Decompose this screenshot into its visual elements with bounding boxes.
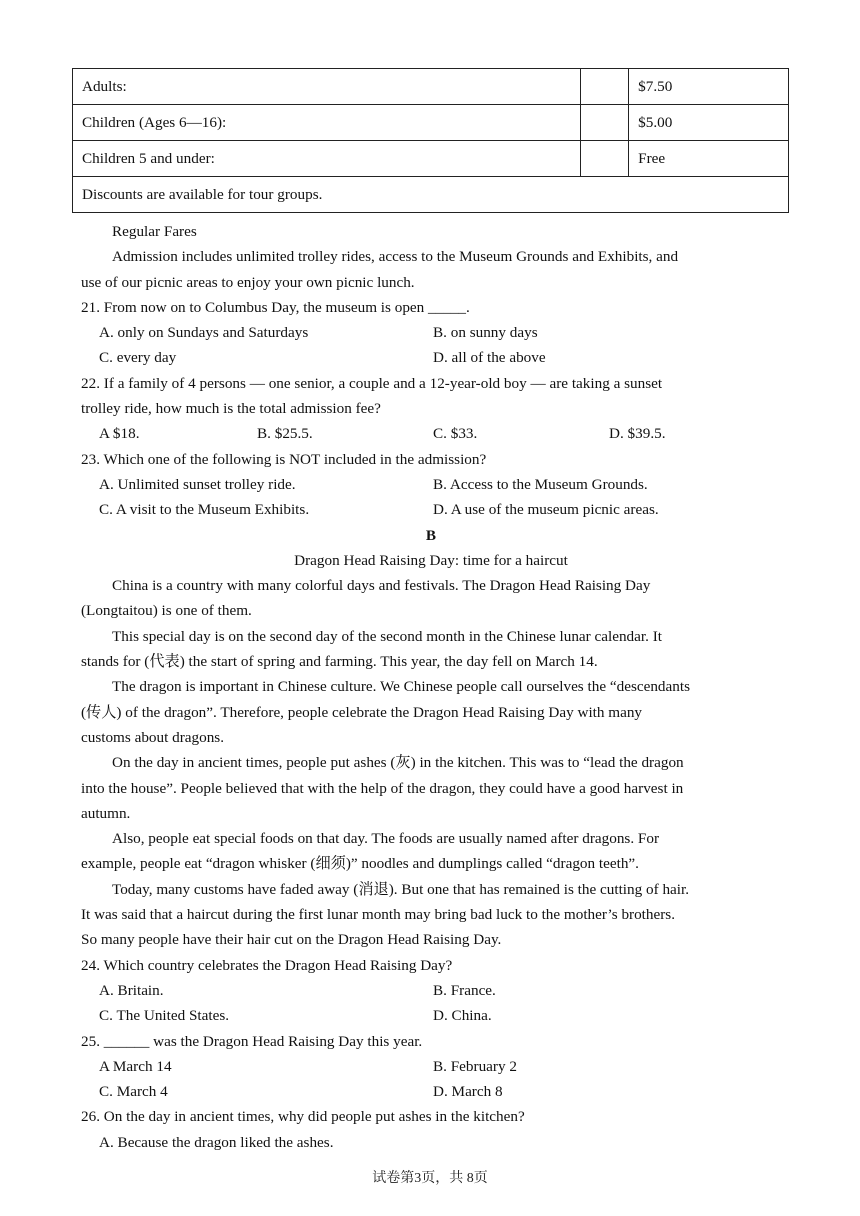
option-d: D. China. — [433, 1007, 492, 1025]
paragraph-line: use of our picnic areas to enjoy your own picnic lunch. — [81, 273, 415, 291]
passage-line: (传人) of the dragon”. Therefore, people celebrate the Dragon Head Raising Day with many — [81, 703, 643, 721]
question-stem: 26. On the day in ancient times, why did people put ashes in the kitchen? — [81, 1108, 525, 1126]
fare-mid — [581, 69, 629, 105]
passage-line: Today, many customs have faded away (消退). But one that has remained is the cutting of hair. — [112, 880, 690, 898]
passage-line: into the house”. People believed that with the help of the dragon, they could have a good harvest in — [81, 779, 684, 797]
exam-content — [81, 219, 781, 1155]
question-stem: 22. If a family of 4 persons — one senior, a couple and a 12-year-old boy — are taking a sunset — [81, 374, 663, 392]
question-stem: trolley ride, how much is the total admission fee? — [81, 400, 381, 418]
section-letter: B — [425, 526, 437, 544]
option-a: A March 14 — [99, 1057, 172, 1075]
option-a: A. Britain. — [99, 981, 164, 999]
option-b: B. $25.5. — [257, 425, 313, 443]
passage-line: This special day is on the second day of the second month in the Chinese lunar calendar. It — [112, 627, 662, 645]
question-options — [81, 978, 781, 1003]
passage-line: (Longtaitou) is one of them. — [81, 602, 252, 620]
passage-line: example, people eat “dragon whisker (细须)” noodles and dumplings called “dragon teeth”. — [81, 855, 639, 873]
question-options — [81, 497, 781, 522]
option-b: B. Access to the Museum Grounds. — [433, 475, 648, 493]
question-options — [81, 1003, 781, 1028]
question-options — [81, 320, 781, 345]
passage-line: China is a country with many colorful days and festivals. The Dragon Head Raising Day — [112, 577, 651, 595]
option-a: A. only on Sundays and Saturdays — [99, 324, 309, 342]
option-d: D. A use of the museum picnic areas. — [433, 501, 659, 519]
passage-line: customs about dragons. — [81, 728, 224, 746]
passage-line: autumn. — [81, 804, 131, 822]
option-d: D. $39.5. — [609, 425, 666, 443]
table-row — [73, 177, 789, 213]
question-options — [81, 1130, 781, 1155]
fare-price: $5.00 — [629, 105, 789, 141]
passage-title: Dragon Head Raising Day: time for a haircut — [294, 551, 568, 569]
option-d: D. March 8 — [433, 1083, 503, 1101]
question-stem: 25. ______ was the Dragon Head Raising Day this year. — [81, 1032, 423, 1050]
option-b: B. France. — [433, 981, 496, 999]
fare-label: Children (Ages 6—16): — [73, 105, 581, 141]
fare-price: $7.50 — [629, 69, 789, 105]
passage-line: It was said that a haircut during the first lunar month may bring bad luck to the mother’s brothers. — [81, 906, 676, 924]
passage-body — [81, 573, 781, 952]
option-c: C. every day — [99, 349, 177, 367]
passage-line: On the day in ancient times, people put ashes (灰) in the kitchen. This was to “lead the dragon — [112, 754, 684, 772]
passage-line: Also, people eat special foods on that day. The foods are usually named after dragons. For — [112, 830, 660, 848]
question-options — [81, 421, 781, 446]
option-a: A. Unlimited sunset trolley ride. — [99, 475, 296, 493]
fare-label: Adults: — [73, 69, 581, 105]
fare-price: Free — [629, 141, 789, 177]
passage-line: The dragon is important in Chinese culture. We Chinese people call ourselves the “descendants — [112, 678, 690, 696]
question-options — [81, 1079, 781, 1104]
fare-note: Discounts are available for tour groups. — [73, 177, 789, 213]
option-c: C. The United States. — [99, 1007, 230, 1025]
table-row — [73, 105, 789, 141]
fare-mid — [581, 141, 629, 177]
question-options — [81, 345, 781, 370]
fares-caption: Regular Fares — [112, 223, 197, 240]
passage-line: So many people have their hair cut on the Dragon Head Raising Day. — [81, 931, 502, 949]
table-row — [73, 141, 789, 177]
option-a: A. Because the dragon liked the ashes. — [99, 1133, 334, 1151]
fare-table — [72, 68, 789, 213]
fare-label: Children 5 and under: — [73, 141, 581, 177]
option-a: A $18. — [99, 425, 140, 443]
question-stem: 23. Which one of the following is NOT included in the admission? — [81, 450, 487, 468]
table-row — [73, 69, 789, 105]
option-b: B. February 2 — [433, 1057, 517, 1075]
option-b: B. on sunny days — [433, 324, 538, 342]
question-options — [81, 1054, 781, 1079]
option-c: C. March 4 — [99, 1083, 168, 1101]
question-stem: 21. From now on to Columbus Day, the museum is open _____. — [81, 298, 470, 316]
page-footer: 试卷第3页，共 8页 — [372, 1171, 488, 1186]
fare-mid — [581, 105, 629, 141]
passage-line: stands for (代表) the start of spring and farming. This year, the day fell on March 14. — [81, 653, 598, 671]
question-stem: 24. Which country celebrates the Dragon Head Raising Day? — [81, 956, 453, 974]
paragraph-line: Admission includes unlimited trolley rides, access to the Museum Grounds and Exhibits, and — [112, 248, 679, 266]
question-options — [81, 472, 781, 497]
option-d: D. all of the above — [433, 349, 546, 367]
option-c: C. $33. — [433, 425, 478, 443]
option-c: C. A visit to the Museum Exhibits. — [99, 501, 310, 519]
